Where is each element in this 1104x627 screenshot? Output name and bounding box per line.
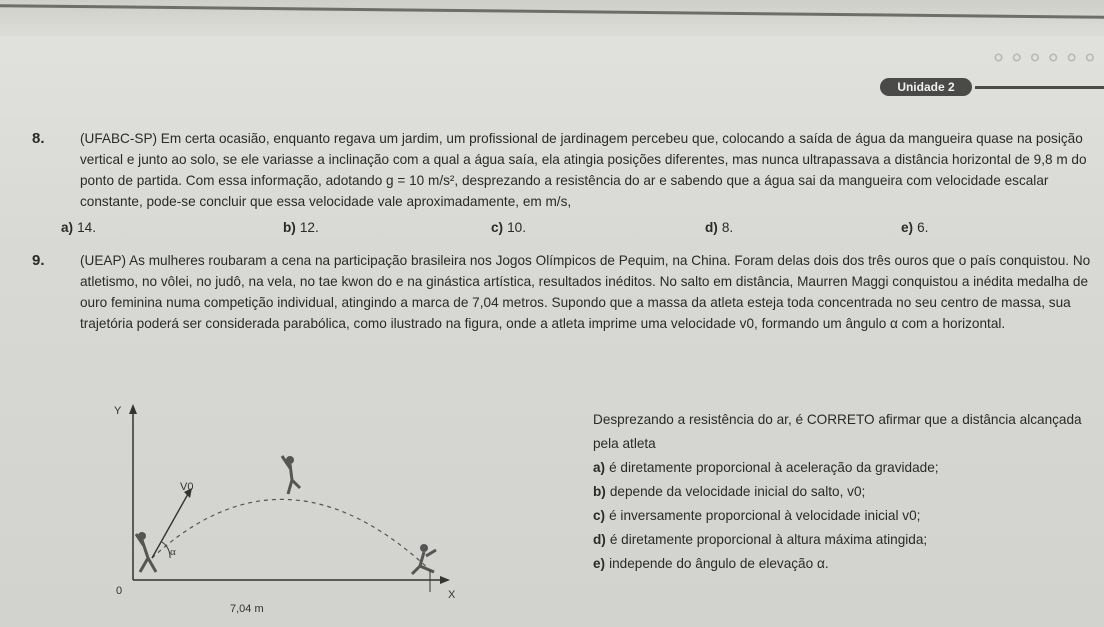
athlete-landing-icon — [412, 544, 436, 574]
question-text: (UFABC-SP) Em certa ocasião, enquanto regava um jardim, um profissional de jardinagem percebeu que, colocando a saída de água da mangueira quase na posição vertical e junto ao solo, se ele variasse a inclinação com a qual a água saía, ela atingia posições diferentes, mas nunca ultrapassava a distância horizontal de 9,8 m do ponto de partida. Com essa informação, adotando g = 10 m/s², desprezando a resistência do ar e sabendo que a água sai da mangueira com velocidade escalar constante, pode-se concluir que essa velocidade vale aproximadamente, em m/s, — [80, 131, 1087, 209]
option-b[interactable]: b) 12. — [283, 220, 319, 235]
trajectory-curve — [152, 499, 430, 570]
unit-badge: Unidade 2 — [880, 78, 972, 96]
option-a[interactable]: a) é diretamente proporcional à aceleração da gravidade; — [593, 460, 939, 475]
option-a[interactable]: a) 14. — [61, 220, 96, 235]
y-axis-arrow — [129, 404, 137, 414]
x-axis-arrow — [440, 576, 450, 584]
question-9-answer-block — [593, 408, 1093, 576]
option-b[interactable]: b) depende da velocidade inicial do salto, v0; — [593, 484, 866, 499]
angle-arc — [162, 542, 170, 558]
x-axis-label: X — [448, 589, 456, 601]
y-axis-label: Y — [114, 405, 122, 417]
option-c[interactable]: c) 10. — [491, 220, 526, 235]
option-e[interactable]: e) independe do ângulo de elevação α. — [593, 556, 829, 571]
athlete-flight-icon — [282, 456, 300, 494]
distance-label: 7,04 m — [230, 603, 264, 615]
option-e[interactable]: e) 6. — [901, 220, 929, 235]
angle-label: α — [170, 546, 176, 558]
option-d[interactable]: d) 8. — [705, 220, 734, 235]
velocity-label: V0 — [180, 481, 194, 493]
question-number: 8. — [32, 130, 45, 147]
long-jump-figure — [100, 400, 580, 622]
option-c[interactable]: c) é inversamente proporcional à velocidade inicial v0; — [593, 508, 921, 523]
question-prompt: Desprezando a resistência do ar, é CORRETO afirmar que a distância alcançada pela atleta — [593, 412, 1082, 451]
question-text: (UEAP) As mulheres roubaram a cena na participação brasileira nos Jogos Olímpicos de Pequim, na China. Foram delas dois dos três ouros que o país conquistou. No atletismo, no vôlei, no judô, na vela, no tae kwon do e na ginástica artística, resultados inéditos. No salto em distância, Maurren Maggi conquistou a inédita medalha de ouro feminina numa competição individual, atingindo a marca de 7,04 metros. Supondo que a massa da atleta esteja toda concentrada no seu centro de massa, sua trajetória poderá ser considerada parabólica, como ilustrado na figura, onde a atleta imprime uma velocidade v0, formando um ângulo α com a horizontal. — [80, 253, 1091, 331]
athlete-takeoff-icon — [136, 532, 156, 572]
option-d[interactable]: d) é diretamente proporcional à altura máxima atingida; — [593, 532, 928, 547]
origin-label: 0 — [116, 585, 123, 597]
unit-rule — [975, 86, 1104, 89]
decorative-pattern: ∘∘∘∘∘∘ — [990, 42, 1100, 72]
question-number: 9. — [32, 252, 45, 269]
